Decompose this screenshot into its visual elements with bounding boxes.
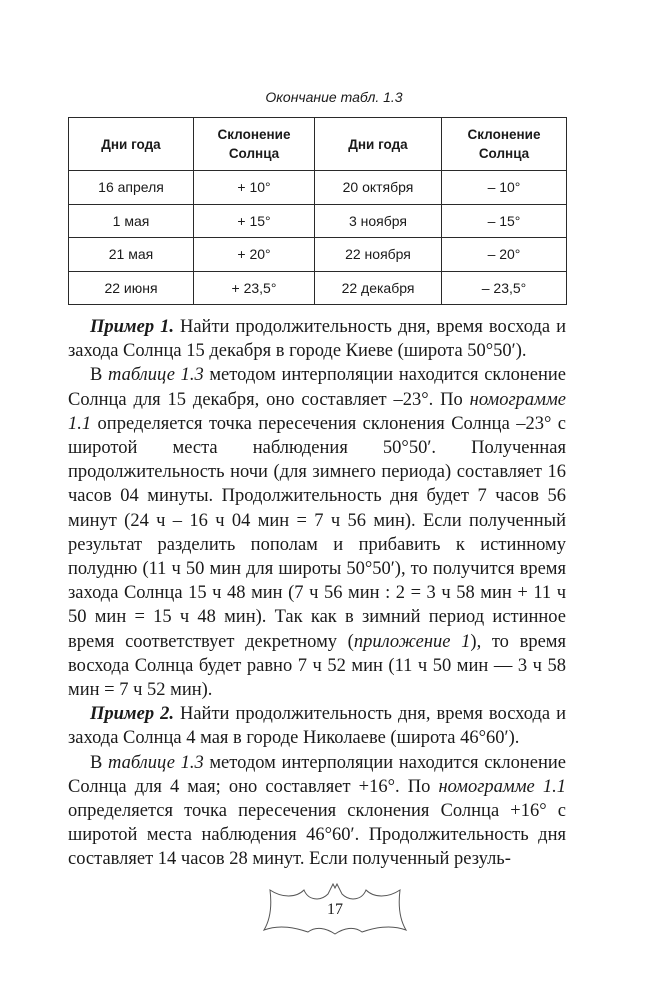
table-row <box>69 171 567 205</box>
page-number: 17 <box>327 901 343 918</box>
header-declination: Склонение Солнца <box>442 118 567 171</box>
example-heading: Пример 2. <box>90 704 174 725</box>
table-cell: 22 ноября <box>315 238 442 272</box>
text-run: методом интерполяции находится склонение Солнца для 4 мая; оно составляет +16°. По <box>68 752 567 797</box>
table-row <box>69 238 567 272</box>
table-cell: 22 декабря <box>315 271 442 305</box>
table-cell: 16 апреля <box>69 171 194 205</box>
text-run: В <box>90 365 108 386</box>
text-run: Найти продолжительность дня, время восхода и захода Солнца 15 декабря в городе Киеве (широта 50°50′). <box>68 317 566 362</box>
table-cell: 21 мая <box>69 238 194 272</box>
header-days: Дни года <box>69 118 194 171</box>
text-run: методом интерполяции находится склонение Солнца для 15 декабря, оно составляет –23°. По <box>68 365 567 410</box>
declination-table <box>68 117 567 305</box>
paragraph <box>68 702 566 750</box>
table-cell: 22 июня <box>69 271 194 305</box>
table-row <box>69 271 567 305</box>
text-run: определяется точка пересечения склонения Солнца +16° с широтой места наблюдения 46°60′. Продолжительность дня составляет 14 часов 28 минут. Если полученный резуль- <box>68 801 566 870</box>
table-cell: – 15° <box>442 204 567 238</box>
table-cell: 20 октября <box>315 171 442 205</box>
table-cell: – 20° <box>442 238 567 272</box>
body-text <box>68 315 566 872</box>
text-run: В <box>90 752 108 773</box>
table-cell: – 10° <box>442 171 567 205</box>
reference: таблице 1.3 <box>108 752 204 773</box>
table-cell: + 10° <box>194 171 315 205</box>
table-caption: Окончание табл. 1.3 <box>265 89 403 105</box>
text-run: определяется точка пересечения склонения Солнца –23° с широтой места наблюдения 50°50′. Полученная продолжительность ночи (для зимнего периода) составляет 16 часов 04 минуты. Продолжительность дня будет 7 часов 56 минут (24 ч – 16 ч 04 мин = 7 ч 56 мин). Если полученный результат разделить пополам и прибавить к истинному полудню (11 ч 50 мин для широты 50°50′), то получится время захода Солнца 15 ч 48 мин (7 ч 56 мин : 2 = 3 ч 58 мин + 11 ч 50 мин = 15 ч 48 мин). Так как в зимний период истинное время соответствует декретному ( <box>68 413 566 652</box>
paragraph <box>68 751 566 872</box>
header-days: Дни года <box>315 118 442 171</box>
reference: номограмме 1.1 <box>68 389 566 434</box>
paragraph <box>68 363 566 702</box>
text-run: Найти продолжительность дня, время восхода и захода Солнца 4 мая в городе Николаеве (широта 46°60′). <box>68 704 566 749</box>
table-header <box>69 118 567 171</box>
table-cell: – 23,5° <box>442 271 567 305</box>
table-cell: 3 ноября <box>315 204 442 238</box>
table-cell: 1 мая <box>69 204 194 238</box>
header-declination: Склонение Солнца <box>194 118 315 171</box>
table-row <box>69 204 567 238</box>
reference: таблице 1.3 <box>108 365 204 386</box>
reference: приложение 1 <box>353 631 471 652</box>
text-run: ), то время восхода Солнца будет равно 7 ч 52 мин (11 ч 50 мин — 3 ч 58 мин = 7 ч 52 мин). <box>68 631 566 701</box>
table-cell: + 23,5° <box>194 271 315 305</box>
page-number-ornament <box>262 880 408 936</box>
paragraph <box>68 315 566 363</box>
table-cell: + 20° <box>194 238 315 272</box>
table-cell: + 15° <box>194 204 315 238</box>
reference: номограмме 1.1 <box>438 776 566 797</box>
example-heading: Пример 1. <box>90 317 174 337</box>
